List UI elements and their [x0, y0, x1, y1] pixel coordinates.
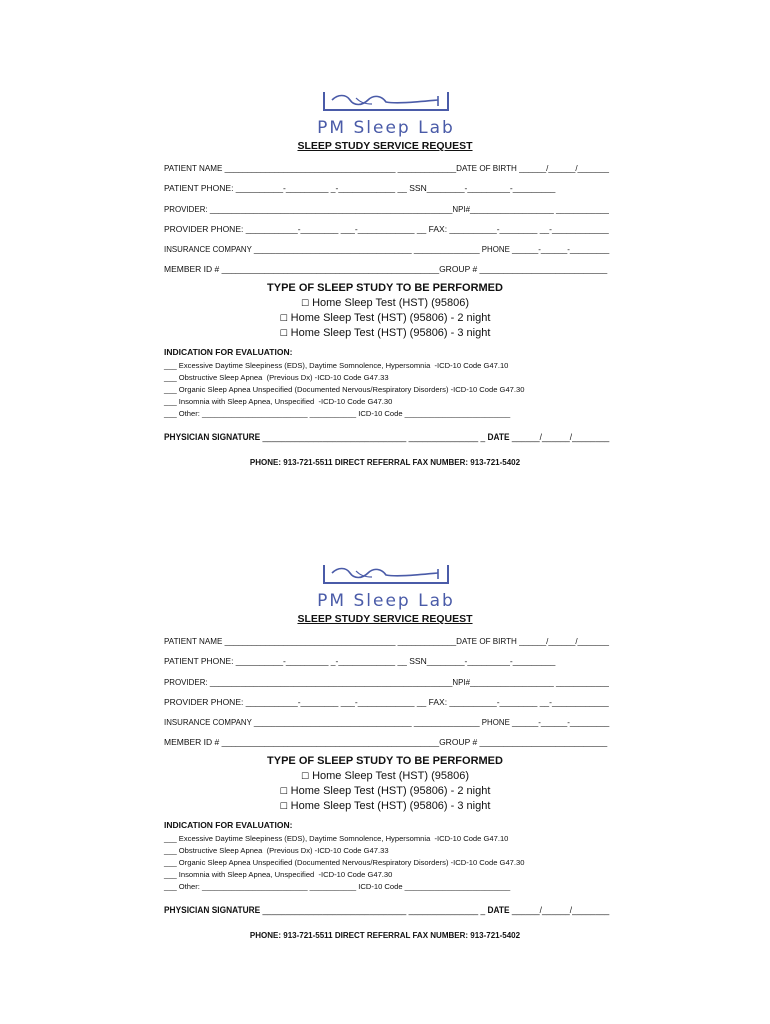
- study-option-label: Home Sleep Test (HST) (95806) - 2 night: [290, 785, 491, 797]
- signature-label: PHYSICIAN SIGNATURE: [164, 905, 261, 916]
- indication-item[interactable]: ___ Insomnia with Sleep Apnea, Unspecified -ICD-10 Code G47.30: [164, 870, 393, 879]
- provider-phone-field[interactable]: PROVIDER PHONE: ___________-________ ___-____________ __ FAX: __________-________ __-____________: [164, 224, 609, 234]
- provider-phone-field[interactable]: PROVIDER PHONE: ___________-________ ___-____________ __ FAX: __________-________ __-____________: [164, 697, 609, 707]
- contact-footer: PHONE: 913-721-5511 DIRECT REFERRAL FAX NUMBER: 913-721-5402: [249, 458, 521, 467]
- study-option[interactable]: [0, 327, 770, 339]
- provider-field[interactable]: PROVIDER: _______________________________________________________NPI#___________________ ____________: [164, 677, 609, 687]
- indication-item[interactable]: ___ Obstructive Sleep Apnea (Previous Dx) -ICD-10 Code G47.33: [164, 373, 389, 382]
- indication-item[interactable]: ___ Excessive Daytime Sleepiness (EDS), Daytime Somnolence, Hypersomnia -ICD-10 Code G47.10: [164, 834, 509, 843]
- indication-heading: INDICATION FOR EVALUATION:: [164, 347, 293, 357]
- date-line[interactable]: ______/______/________: [509, 432, 610, 443]
- contact-footer: PHONE: 913-721-5511 DIRECT REFERRAL FAX NUMBER: 913-721-5402: [249, 931, 521, 940]
- sleeping-figure-logo-icon: [316, 88, 456, 120]
- study-option-label: Home Sleep Test (HST) (95806) - 3 night: [290, 800, 491, 812]
- date-label: DATE: [487, 905, 510, 916]
- study-option[interactable]: [0, 785, 770, 797]
- study-type-heading: TYPE OF SLEEP STUDY TO BE PERFORMED: [267, 282, 503, 294]
- signature-line[interactable]: _______________________________ _______________ _: [260, 905, 488, 916]
- patient-name-field[interactable]: PATIENT NAME ______________________________________ _____________DATE OF BIRTH ______/______/_______: [164, 163, 610, 173]
- patient-name-field[interactable]: PATIENT NAME ______________________________________ _____________DATE OF BIRTH ______/______/_______: [164, 636, 610, 646]
- study-option[interactable]: [0, 800, 770, 812]
- study-option[interactable]: [0, 297, 770, 309]
- study-option[interactable]: [0, 312, 770, 324]
- study-type-heading: TYPE OF SLEEP STUDY TO BE PERFORMED: [267, 755, 503, 767]
- study-option[interactable]: [0, 770, 770, 782]
- pm-sleep-lab-logo: [296, 88, 476, 138]
- physician-signature-row[interactable]: [164, 905, 609, 916]
- study-option-label: Home Sleep Test (HST) (95806) - 2 night: [290, 312, 491, 324]
- date-line[interactable]: ______/______/________: [509, 905, 610, 916]
- signature-label: PHYSICIAN SIGNATURE: [164, 432, 261, 443]
- form-title: SLEEP STUDY SERVICE REQUEST: [297, 140, 473, 152]
- indication-item[interactable]: ___ Obstructive Sleep Apnea (Previous Dx) -ICD-10 Code G47.33: [164, 846, 389, 855]
- member-id-field[interactable]: MEMBER ID # ______________________________________________GROUP # ___________________________: [164, 264, 608, 274]
- insurance-field[interactable]: INSURANCE COMPANY ____________________________________ _______________ PHONE ______-______-_________: [164, 717, 610, 727]
- sleeping-figure-logo-icon: [316, 561, 456, 593]
- physician-signature-row[interactable]: [164, 432, 609, 443]
- checkbox-icon[interactable]: ☐: [279, 802, 288, 812]
- checkbox-icon[interactable]: ☐: [301, 772, 310, 782]
- form-title: SLEEP STUDY SERVICE REQUEST: [297, 613, 473, 625]
- study-option-label: Home Sleep Test (HST) (95806): [312, 297, 469, 309]
- date-label: DATE: [487, 432, 510, 443]
- pm-sleep-lab-logo: [296, 561, 476, 611]
- logo-text: PM Sleep Lab: [317, 118, 455, 138]
- indication-item[interactable]: ___ Other: _________________________ ___________ ICD-10 Code _________________________: [164, 882, 511, 891]
- indication-item[interactable]: ___ Other: _________________________ ___________ ICD-10 Code _________________________: [164, 409, 511, 418]
- indication-item[interactable]: ___ Organic Sleep Apnea Unspecified (Documented Nervous/Respiratory Disorders) -ICD-10 Code G47.30: [164, 385, 525, 394]
- study-option-label: Home Sleep Test (HST) (95806): [312, 770, 469, 782]
- insurance-field[interactable]: INSURANCE COMPANY ____________________________________ _______________ PHONE ______-______-_________: [164, 244, 610, 254]
- patient-phone-field[interactable]: PATIENT PHONE: __________-_________ _-____________ __ SSN________-_________-_________: [164, 183, 556, 193]
- indication-heading: INDICATION FOR EVALUATION:: [164, 820, 293, 830]
- checkbox-icon[interactable]: ☐: [301, 299, 310, 309]
- logo-text: PM Sleep Lab: [317, 591, 455, 611]
- signature-line[interactable]: _______________________________ _______________ _: [260, 432, 488, 443]
- checkbox-icon[interactable]: ☐: [279, 314, 288, 324]
- member-id-field[interactable]: MEMBER ID # ______________________________________________GROUP # ___________________________: [164, 737, 608, 747]
- indication-item[interactable]: ___ Excessive Daytime Sleepiness (EDS), Daytime Somnolence, Hypersomnia -ICD-10 Code G47.10: [164, 361, 509, 370]
- indication-item[interactable]: ___ Organic Sleep Apnea Unspecified (Documented Nervous/Respiratory Disorders) -ICD-10 Code G47.30: [164, 858, 525, 867]
- checkbox-icon[interactable]: ☐: [279, 329, 288, 339]
- request-form-1: [0, 0, 770, 470]
- request-form-2: [0, 473, 770, 943]
- provider-field[interactable]: PROVIDER: _______________________________________________________NPI#___________________ ____________: [164, 204, 609, 214]
- checkbox-icon[interactable]: ☐: [279, 787, 288, 797]
- indication-item[interactable]: ___ Insomnia with Sleep Apnea, Unspecified -ICD-10 Code G47.30: [164, 397, 393, 406]
- study-option-label: Home Sleep Test (HST) (95806) - 3 night: [290, 327, 491, 339]
- patient-phone-field[interactable]: PATIENT PHONE: __________-_________ _-____________ __ SSN________-_________-_________: [164, 656, 556, 666]
